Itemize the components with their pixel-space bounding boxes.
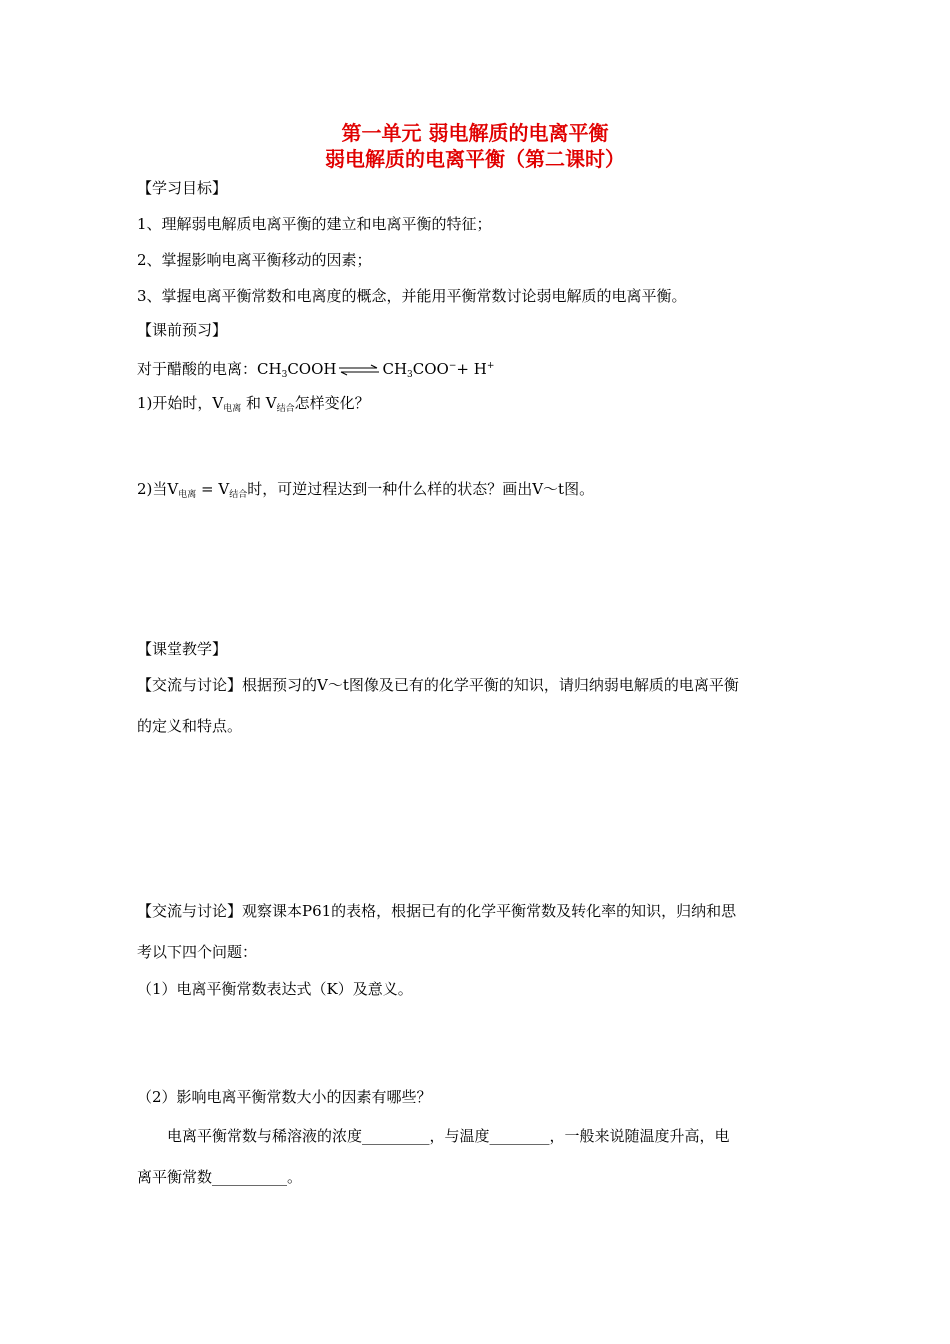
- equation-prefix: 对于醋酸的电离：: [137, 360, 258, 378]
- fill-blank-line-1: 电离平衡常数与稀溶液的浓度_________，与温度________，一般来说随温度升高，电: [167, 1127, 730, 1145]
- discussion-1-line-1: 【交流与讨论】根据预习的V～t图像及已有的化学平衡的知识，请归纳弱电解质的电离平衡: [137, 676, 739, 694]
- goal-2: 2、掌握影响电离平衡移动的因素；: [137, 251, 372, 269]
- acetic-acid-equation: 对于醋酸的电离：$CH_3COOH$ $CH_3COO^-+ H^+$: [137, 360, 495, 380]
- reversible-arrow-icon: [337, 364, 381, 376]
- problem-2: （2）影响电离平衡常数大小的因素有哪些？: [137, 1088, 432, 1106]
- section-class: 【课堂教学】: [137, 640, 228, 658]
- goal-3: 3、掌握电离平衡常数和电离度的概念，并能用平衡常数讨论弱电解质的电离平衡。: [137, 287, 687, 305]
- title-line-1: 第一单元 弱电解质的电离平衡: [341, 121, 609, 145]
- goal-1: 1、理解弱电解质电离平衡的建立和电离平衡的特征；: [137, 215, 492, 233]
- question-1: 1)开始时，$V_{电离}$ 和 $V_{结合}$怎样变化？: [137, 394, 370, 414]
- discussion-1-line-2: 的定义和特点。: [137, 717, 243, 735]
- question-2: 2)当$V_{电离} = V_{结合}$时，可逆过程达到一种什么样的状态？画出V～t图。: [137, 480, 595, 500]
- problem-1: （1）电离平衡常数表达式（K）及意义。: [137, 980, 413, 998]
- fill-blank-line-2: 离平衡常数__________。: [137, 1168, 303, 1186]
- section-goals: 【学习目标】: [137, 179, 228, 197]
- discussion-2-line-2: 考以下四个问题：: [137, 943, 258, 961]
- discussion-2-line-1: 【交流与讨论】观察课本P61的表格，根据已有的化学平衡常数及转化率的知识，归纳和思: [137, 902, 737, 920]
- title-line-2: 弱电解质的电离平衡（第二课时）: [325, 147, 625, 171]
- section-preview: 【课前预习】: [137, 321, 228, 339]
